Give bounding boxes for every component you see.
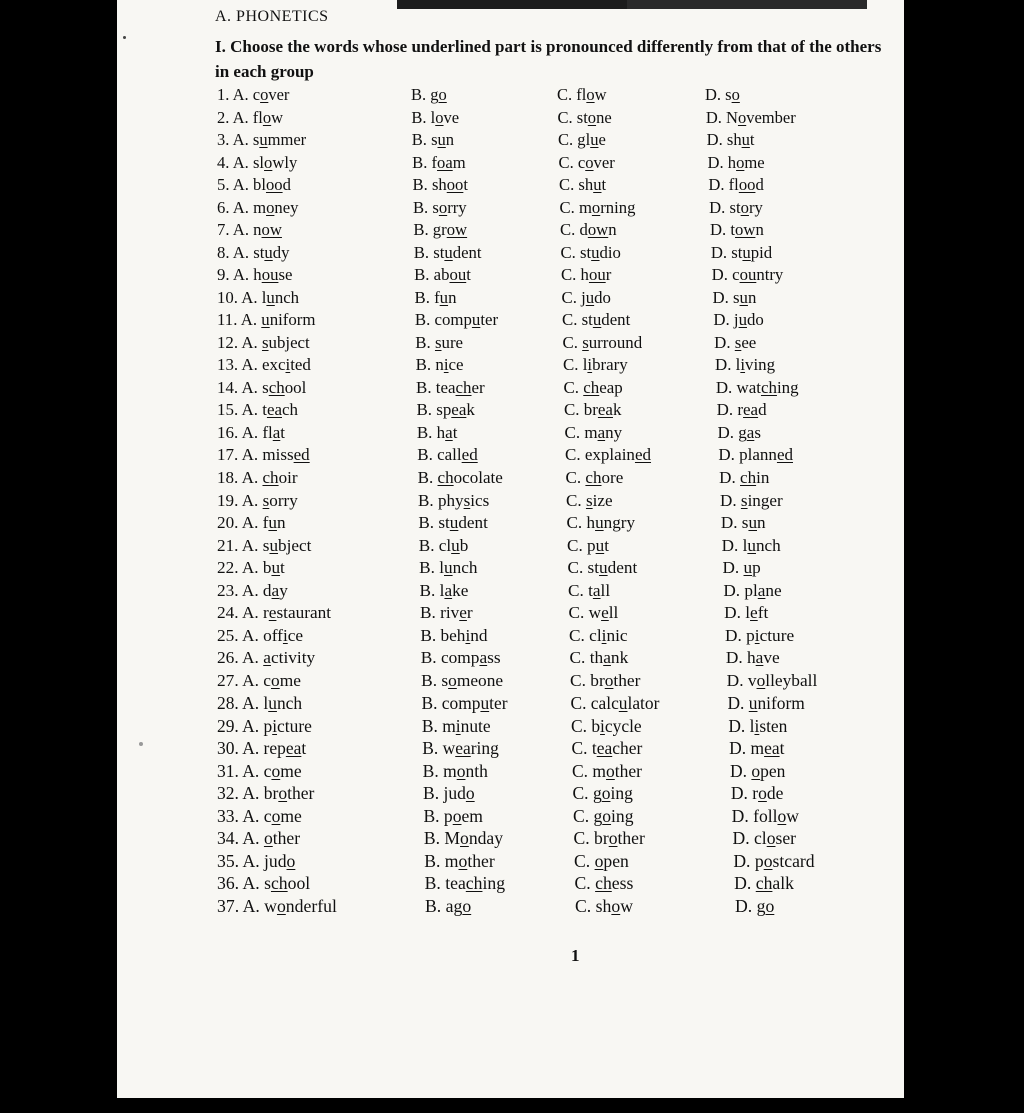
question-row [117, 288, 904, 310]
option-a: 6. A. money [217, 197, 299, 217]
question-number: 22. [217, 558, 242, 578]
question-row [117, 445, 904, 467]
option-c: C. cover [558, 152, 615, 172]
question-row [117, 806, 904, 828]
question-row [117, 265, 904, 287]
question-row [117, 378, 904, 400]
option-b: B. compass [420, 648, 501, 668]
option-d: D. town [710, 220, 764, 240]
option-c: C. size [566, 490, 613, 510]
option-a: 16. A. flat [217, 422, 286, 442]
question-row [117, 85, 904, 107]
option-a: 27. A. come [217, 670, 301, 690]
option-d: D. chalk [734, 873, 794, 894]
option-c: C. explained [565, 445, 652, 465]
option-b: B. mother [424, 850, 495, 871]
question-number: 26. [217, 648, 243, 668]
question-number: 15. [217, 400, 242, 420]
option-c: C. break [564, 400, 622, 420]
option-d: D. picture [725, 625, 795, 645]
option-a: 32. A. brother [217, 783, 315, 804]
option-c: C. morning [559, 197, 636, 217]
option-a: 14. A. school [217, 377, 307, 397]
option-c: C. going [572, 783, 633, 804]
option-a: 26. A. activity [217, 648, 316, 668]
option-c: C. brother [573, 828, 645, 849]
option-b: B. fun [414, 287, 457, 307]
option-a: 10. A. lunch [217, 287, 300, 307]
option-a: 35. A. judo [217, 850, 296, 871]
question-number: 30. [217, 738, 243, 759]
option-b: B. teaching [424, 873, 506, 894]
question-number: 36. [217, 873, 243, 894]
option-a: 36. A. school [217, 873, 311, 894]
option-c: C. teacher [571, 738, 643, 759]
option-c: C. mother [572, 760, 643, 781]
question-number: 16. [217, 422, 242, 442]
option-c: C. studio [560, 242, 621, 262]
option-c: C. bicycle [571, 715, 642, 736]
question-row [117, 873, 904, 895]
option-a: 33. A. come [217, 805, 302, 826]
option-c: C. stone [557, 107, 612, 127]
question-row [117, 738, 904, 760]
option-b: B. computer [421, 693, 508, 714]
option-a: 29. A. picture [217, 715, 312, 736]
option-d: D. have [725, 648, 780, 668]
option-a: 30. A. repeat [217, 738, 307, 759]
question-number: 18. [217, 467, 242, 487]
question-number: 3. [217, 130, 233, 150]
option-d: D. singer [720, 490, 783, 510]
question-row [117, 108, 904, 130]
option-c: C. student [562, 310, 631, 330]
option-c: C. flow [557, 85, 607, 104]
question-row [117, 761, 904, 783]
option-a: 12. A. subject [217, 332, 310, 352]
option-b: B. judo [423, 783, 475, 804]
question-row [117, 603, 904, 625]
option-d: D. open [730, 760, 786, 781]
option-a: 19. A. sorry [217, 490, 298, 510]
option-d: D. November [705, 107, 796, 127]
option-b: B. nice [415, 355, 464, 375]
option-c: C. many [564, 422, 623, 442]
option-d: D. follow [731, 805, 799, 826]
option-d: D. volleyball [726, 670, 818, 690]
question-number: 5. [217, 175, 233, 195]
question-number: 9. [217, 265, 233, 285]
question-row [117, 828, 904, 850]
question-number: 1. [217, 85, 233, 104]
question-row [117, 153, 904, 175]
question-row [117, 355, 904, 377]
option-d: D. stupid [710, 242, 773, 262]
option-b: B. about [414, 265, 471, 285]
option-d: D. judo [713, 310, 764, 330]
question-number: 28. [217, 693, 243, 714]
option-d: D. postcard [733, 850, 815, 871]
worksheet-page [117, 0, 904, 1098]
option-b: B. love [411, 107, 460, 127]
question-number: 23. [217, 580, 242, 600]
option-d: D. planned [718, 445, 793, 465]
question-number: 37. [217, 896, 243, 916]
question-row [117, 626, 904, 648]
option-b: B. chocolate [417, 467, 503, 487]
question-number: 19. [217, 490, 242, 510]
option-a: 11. A. uniform [217, 310, 316, 330]
question-row [117, 175, 904, 197]
question-row [117, 851, 904, 873]
option-b: B. shoot [412, 175, 468, 195]
option-b: B. lunch [419, 558, 478, 578]
option-b: B. behind [420, 625, 488, 645]
question-number: 20. [217, 513, 242, 533]
question-number: 35. [217, 850, 243, 871]
question-row [117, 130, 904, 152]
question-number: 10. [217, 287, 242, 307]
question-row [117, 716, 904, 738]
question-row [117, 648, 904, 670]
option-c: C. judo [561, 287, 611, 307]
option-d: D. chin [719, 467, 770, 487]
option-d: D. country [711, 265, 784, 285]
option-d: D. watching [715, 377, 799, 397]
option-b: B. grow [413, 220, 468, 240]
option-a: 8. A. study [217, 242, 290, 262]
question-number: 24. [217, 603, 242, 623]
option-b: B. lake [419, 580, 469, 600]
question-row [117, 513, 904, 535]
option-c: C. calculator [570, 693, 660, 714]
option-d: D. shut [706, 130, 755, 150]
question-row [117, 400, 904, 422]
option-a: 23. A. day [217, 580, 288, 600]
option-b: B. called [417, 445, 478, 465]
option-d: D. home [707, 152, 765, 172]
question-number: 27. [217, 670, 243, 690]
question-row [117, 220, 904, 242]
option-a: 1. A. cover [217, 85, 290, 104]
option-b: B. sun [411, 130, 455, 150]
question-number: 32. [217, 783, 243, 804]
option-a: 20. A. fun [217, 513, 286, 533]
option-d: D. listen [728, 715, 788, 736]
question-number: 6. [217, 197, 233, 217]
option-b: B. river [419, 603, 473, 623]
question-number: 21. [217, 535, 242, 555]
option-b: B. ago [425, 896, 472, 916]
option-c: C. tall [568, 580, 611, 600]
option-b: B. teacher [416, 377, 485, 397]
question-row [117, 536, 904, 558]
option-c: C. student [567, 558, 638, 578]
option-d: D. closer [732, 828, 797, 849]
option-d: D. flood [708, 175, 764, 195]
question-number: 29. [217, 715, 243, 736]
question-number: 31. [217, 760, 243, 781]
option-c: C. cheap [563, 377, 623, 397]
exercise-instruction: I. Choose the words whose underlined part is pronounced differently from that of the others in each group [215, 37, 882, 81]
option-c: C. brother [570, 670, 641, 690]
option-c: C. chess [574, 873, 634, 894]
option-c: C. open [574, 850, 629, 871]
option-d: D. plane [723, 580, 782, 600]
option-c: C. going [573, 805, 634, 826]
option-d: D. left [724, 603, 769, 623]
option-a: 15. A. teach [217, 400, 299, 420]
option-a: 24. A. restaurant [217, 603, 332, 623]
option-a: 25. A. office [217, 625, 304, 645]
option-b: B. hat [416, 422, 458, 442]
option-d: D. see [714, 332, 757, 352]
option-d: D. so [705, 85, 740, 104]
option-d: D. story [709, 197, 763, 217]
option-a: 37. A. wonderful [217, 896, 337, 916]
option-a: 7. A. now [217, 220, 282, 240]
option-c: C. thank [569, 648, 629, 668]
option-a: 21. A. subject [217, 535, 312, 555]
option-d: D. read [716, 400, 767, 420]
option-c: C. hungry [566, 513, 636, 533]
question-number: 12. [217, 332, 242, 352]
option-c: C. hour [561, 265, 612, 285]
option-d: D. up [722, 558, 761, 578]
option-c: C. glue [558, 130, 606, 150]
question-number: 25. [217, 625, 242, 645]
option-b: B. month [422, 760, 488, 781]
question-number: 11. [217, 310, 241, 330]
option-d: D. living [715, 355, 776, 375]
option-b: B. minute [421, 715, 491, 736]
option-b: B. sure [415, 332, 464, 352]
option-d: D. gas [717, 422, 761, 442]
question-number: 13. [217, 355, 242, 375]
option-b: B. computer [414, 310, 499, 330]
option-d: D. rode [730, 783, 784, 804]
option-d: D. lunch [721, 535, 781, 555]
question-row [117, 693, 904, 715]
option-b: B. sorry [412, 197, 467, 217]
option-b: B. student [413, 242, 482, 262]
option-b: B. speak [416, 400, 475, 420]
question-row [117, 896, 904, 918]
option-a: 5. A. blood [217, 175, 291, 195]
option-b: B. wearing [422, 738, 499, 759]
option-b: B. foam [412, 152, 466, 172]
option-c: C. clinic [569, 625, 628, 645]
option-c: C. well [568, 603, 619, 623]
section-title: A. PHONETICS [215, 8, 329, 25]
option-a: 3. A. summer [217, 130, 307, 150]
question-number: 34. [217, 828, 243, 849]
option-a: 28. A. lunch [217, 693, 303, 714]
option-b: B. Monday [423, 828, 504, 849]
option-c: C. show [575, 896, 633, 916]
page-number: 1 [571, 946, 580, 965]
option-c: C. surround [562, 332, 643, 352]
option-a: 4. A. slowly [217, 152, 298, 172]
option-b: B. student [418, 513, 488, 533]
option-b: B. physics [418, 490, 490, 510]
option-d: D. meat [729, 738, 785, 759]
question-row [117, 310, 904, 332]
page-speck [139, 742, 143, 746]
option-c: C. put [567, 535, 609, 555]
option-a: 9. A. house [217, 265, 293, 285]
option-b: B. club [418, 535, 469, 555]
option-c: C. shut [559, 175, 607, 195]
question-row [117, 198, 904, 220]
question-row [117, 423, 904, 445]
option-a: 2. A. flow [217, 107, 284, 127]
option-d: D. go [735, 896, 775, 916]
question-number: 2. [217, 107, 233, 127]
option-c: C. chore [565, 467, 624, 487]
option-d: D. uniform [727, 693, 805, 714]
question-number: 17. [217, 445, 242, 465]
question-row [117, 243, 904, 265]
option-a: 13. A. excited [217, 355, 311, 375]
option-d: D. sun [712, 287, 757, 307]
question-list [117, 0, 904, 940]
option-a: 31. A. come [217, 760, 302, 781]
option-b: B. go [411, 85, 447, 104]
question-row [117, 581, 904, 603]
question-number: 33. [217, 805, 243, 826]
option-a: 18. A. choir [217, 467, 298, 487]
option-b: B. someone [421, 670, 504, 690]
option-a: 17. A. missed [217, 445, 310, 465]
question-number: 7. [217, 220, 233, 240]
question-number: 4. [217, 152, 233, 172]
question-row [117, 671, 904, 693]
question-row [117, 468, 904, 490]
question-row [117, 783, 904, 805]
option-c: C. library [563, 355, 628, 375]
option-b: B. poem [423, 805, 483, 826]
question-number: 14. [217, 377, 242, 397]
option-d: D. sun [720, 513, 766, 533]
option-c: C. down [560, 220, 617, 240]
option-a: 34. A. other [217, 828, 301, 849]
question-number: 8. [217, 242, 233, 262]
question-row [117, 558, 904, 580]
question-row [117, 491, 904, 513]
question-row [117, 333, 904, 355]
option-a: 22. A. but [217, 558, 285, 578]
